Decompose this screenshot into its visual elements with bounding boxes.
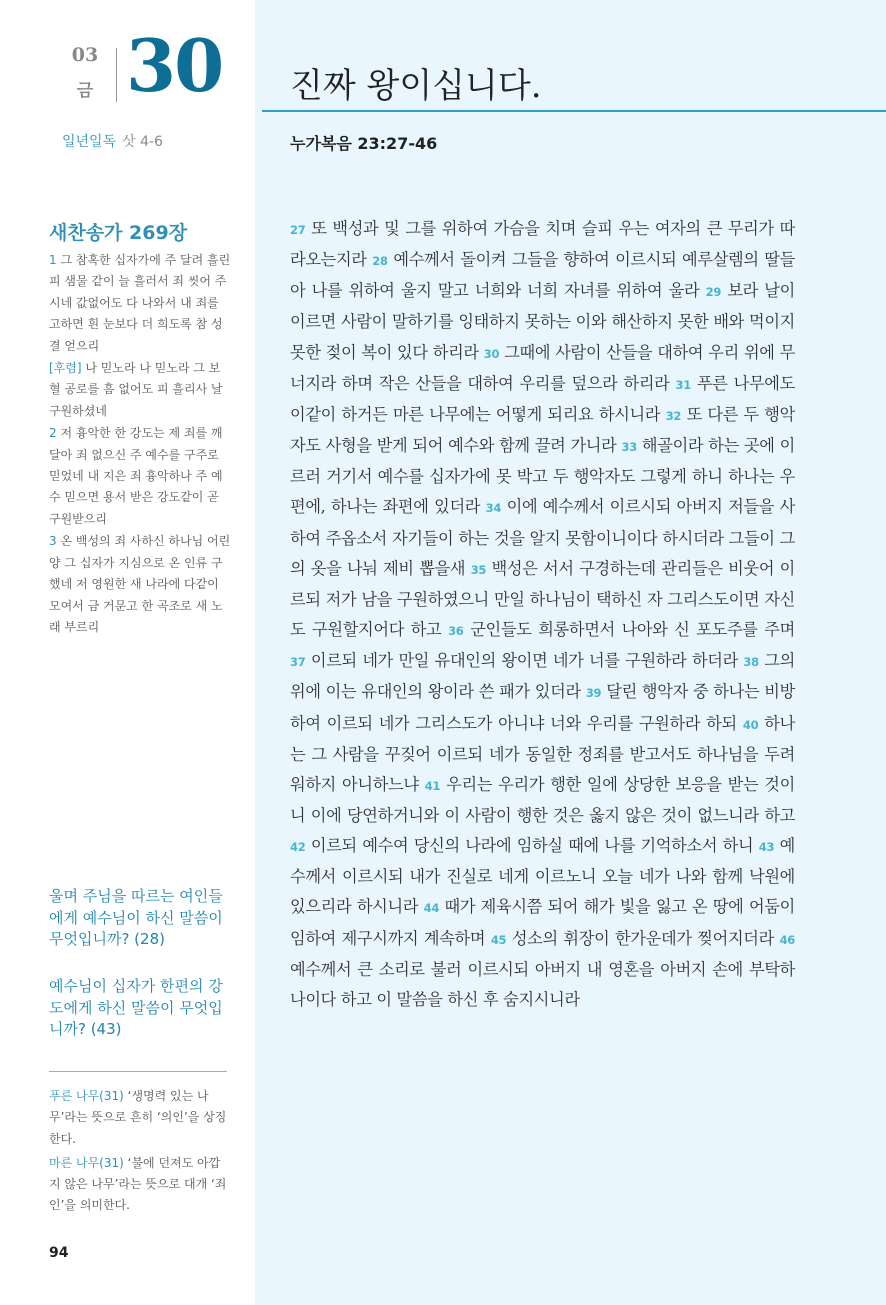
verse-number: 44 [423,901,440,916]
hymn-stanza-text: 나 믿노라 나 믿노라 그 보혈 공로를 흠 없어도 피 흘리사 날 구원하셨네 [49,361,223,418]
verse-number: 38 [743,655,759,670]
verse [290,836,759,855]
verse-number: 45 [490,932,507,947]
note-term: 마른 나무(31) [49,1155,124,1170]
reading-plan-label: 일년일독 [62,134,117,150]
passage-reference: 누가복음 23:27-46 [290,134,438,153]
hymn-stanza [49,250,231,357]
verse-text: 예수께서 이르시되 내가 진실로 네게 이르노니 오늘 네가 나와 함께 낙원에 있으리라 하시니라 [290,836,795,917]
verse-number: 41 [424,778,441,793]
verse-text: 때가 제육시쯤 되어 해가 빛을 잃고 온 땅에 어둠이 임하여 제구시까지 계속하며 [290,897,795,948]
verse-number: 37 [290,655,306,670]
date-day: 30 [126,23,223,108]
verse-text: 그의 위에 이는 유대인의 왕이라 쓴 패가 있더라 [290,651,795,702]
reading-plan-ref: 삿 4-6 [122,134,163,150]
date-weekday: 금 [76,81,94,101]
scripture-text [290,214,795,1015]
verse-number: 29 [705,285,722,300]
verse-text: 이르되 네가 만일 유대인의 왕이면 네가 너를 구원하라 하더라 [310,651,738,671]
hymn-stanza-text: 저 흉악한 한 강도는 제 죄를 깨달아 죄 없으신 주 예수를 구주로 믿었네 내 지은 죄 흉악하나 주 예수 믿으면 용서 받은 강도같이 곧 구원받으리 [49,426,223,526]
left-sidebar [0,0,255,1305]
verse-text: 또 백성과 및 그를 위하여 가슴을 치며 슬피 우는 여자의 큰 무리가 따라오는지라 [290,219,795,270]
hymn-stanza-text: 온 백성의 죄 사하신 하나님 어린 양 그 십자가 지심으로 온 인류 구했네 저 영원한 새 나라에 다같이 모여서 금 거문고 한 곡조로 새 노래 부르리 [49,534,231,634]
hymn-stanza-number: [후렴] [49,361,82,376]
verse-number: 42 [290,840,306,855]
verse-text: 백성은 서서 구경하는데 관리들은 비웃어 이르되 저가 남을 구원하였으니 만일 하나님이 택하신 자 그리스도이면 자신도 구원할지어다 하고 [290,558,795,640]
verse [448,620,795,639]
hymn-stanza [49,423,231,530]
question-2: 예수님이 십자가 한편의 강도에게 하신 말씀이 무엇입니까? (43) [49,977,223,1038]
hymn-stanza-number: 3 [49,534,57,549]
verse-number: 40 [742,717,759,732]
reading-plan [62,131,163,151]
verse-text: 이르되 예수여 당신의 나라에 임하실 때에 나를 기억하소서 하니 [310,836,754,856]
question-1: 울며 주님을 따르는 여인들에게 예수님이 하신 말씀이 무엇입니까? (28) [49,887,223,948]
hymn-title: 새찬송가 269장 [49,222,188,244]
verse-text: 성소의 휘장이 한가운데가 찢어지더라 [511,928,774,948]
notes-divider [49,1071,227,1072]
verse-text: 예수께서 돌이켜 그들을 향하여 이르시되 예루살렘의 딸들아 나를 위하여 울지 말고 너희와 너희 자녀를 위하여 울라 [290,250,795,301]
page-title: 진짜 왕이십니다. [290,66,542,106]
verse-number: 34 [485,501,502,516]
note-term: 푸른 나무(31) [49,1089,124,1103]
verse-text: 예수께서 큰 소리로 불러 이르시되 아버지 내 영혼을 아버지 손에 부탁하나이다 하고 이 말씀을 하신 후 숨지시니라 [290,959,795,1009]
note-text: ‘불에 던져도 아깝지 않은 나무’라는 뜻으로 대개 ‘죄인’을 의미한다. [49,1155,227,1213]
verse-text: 또 다른 두 행악자도 사형을 받게 되어 예수와 함께 끌려 가니라 [290,404,795,456]
hymn-stanza-number: 1 [49,253,57,267]
title-underline [262,110,886,112]
hymn-stanza-text: 그 참혹한 십자가에 주 달려 흘린 피 샘물 같이 늘 흘러서 죄 씻어 주시네 값없어도 다 나와서 내 죄를 고하면 흰 눈보다 더 희도록 참 성결 얻으리 [49,253,231,353]
date-month: 03 [71,44,99,66]
verse-number: 36 [448,624,464,639]
verse [290,651,743,670]
hymn-stanza [49,531,231,638]
hymn-lyrics [49,250,231,639]
verse-number: 31 [675,377,691,392]
verse-text: 푸른 나무에도 이같이 하거든 마른 나무에는 어떻게 되리요 하시니라 [290,373,795,424]
page-number: 94 [49,1245,69,1261]
verse-text: 군인들도 희롱하면서 나아와 신 포도주를 주며 [470,620,795,640]
date-divider [116,48,117,102]
verse-text: 우리는 우리가 행한 일에 상당한 보응을 받는 것이니 이에 당연하거니와 이 사람이 행한 것은 옳지 않은 것이 없느니라 하고 [290,774,795,825]
verse-number: 30 [483,346,500,361]
hymn-stanza [49,358,231,422]
verse-text: 이에 예수께서 이르시되 아버지 저들을 사하여 주옵소서 자기들이 하는 것을 알지 못함이니이다 하시더라 그들이 그의 옷을 나눠 제비 뽑을새 [290,497,795,578]
verse [491,929,780,948]
verse-number: 35 [470,562,487,577]
verse-number: 33 [621,440,637,455]
glossary-notes [49,1086,231,1220]
verse-text: 해골이라 하는 곳에 이르러 거기서 예수를 십자가에 못 박고 두 행악자도 그렇게 하니 하나는 우편에, 하나는 좌편에 있더라 [290,436,795,517]
verse-text: 하나는 그 사람을 꾸짖어 이르되 네가 동일한 정죄를 받고서도 하나님을 두려워하지 아니하느냐 [290,713,795,794]
verse-number: 27 [290,223,306,237]
verse-text: 그때에 사람이 산들을 대하여 우리 위에 무너지라 하며 작은 산들을 대하여 우리를 덮으라 하리라 [290,342,795,393]
note-item [49,1086,231,1150]
verse-number: 46 [779,932,795,947]
verse-number: 39 [585,686,602,701]
note-text: ‘생명력 있는 나무’라는 뜻으로 흔히 ‘의인’을 상징한다. [49,1089,227,1146]
hymn-stanza-number: 2 [49,426,57,441]
verse-number: 43 [758,840,775,855]
verse-number: 28 [372,254,388,269]
verse-text: 달린 행악자 중 하나는 비방하여 이르되 네가 그리스도가 아니냐 너와 우리를 구원하라 하되 [290,682,795,733]
verse-text: 보라 날이 이르면 사람이 말하기를 잉태하지 못하는 이와 해산하지 못한 배와 먹이지 못한 젖이 복이 있다 하리라 [290,281,795,362]
note-item [49,1153,231,1217]
verse-number: 32 [665,408,682,423]
